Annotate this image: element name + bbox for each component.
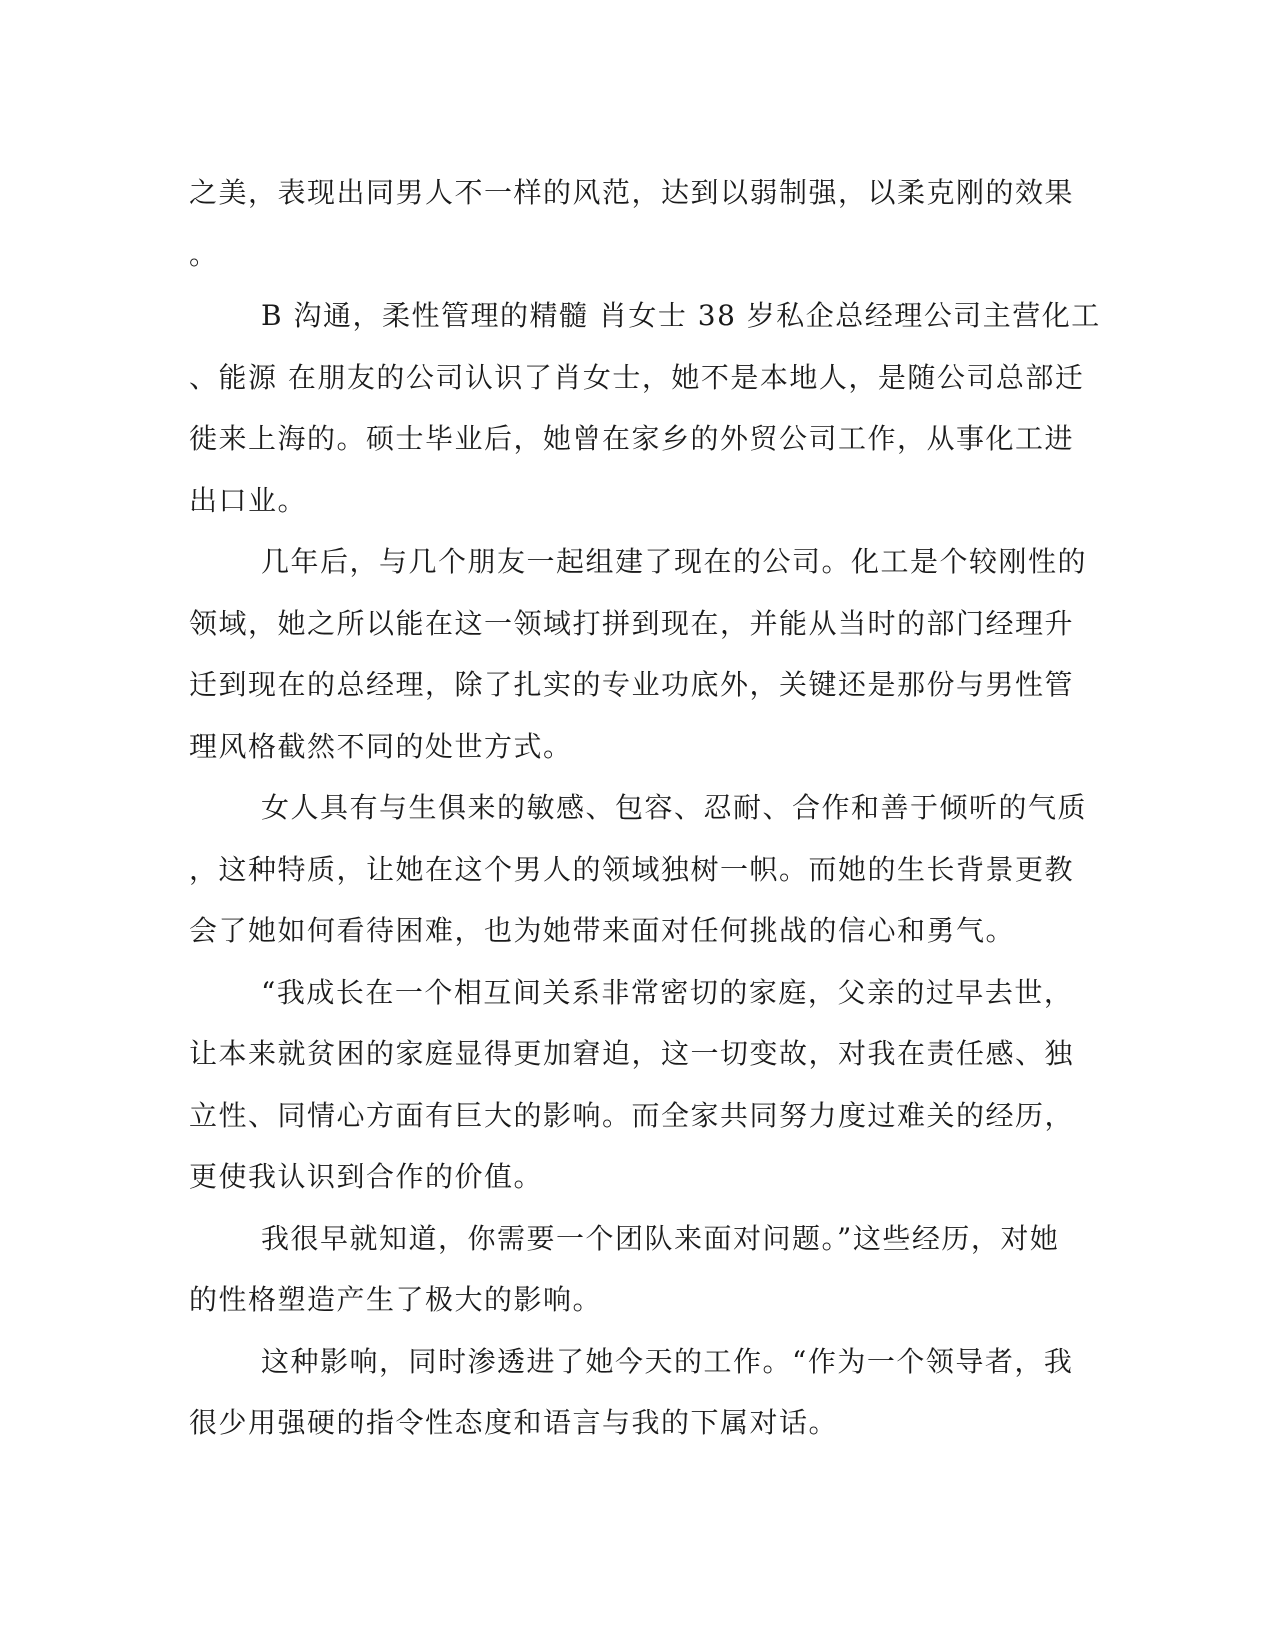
text-line: 迁到现在的总经理，除了扎实的专业功底外，关键还是那份与男性管 <box>189 668 1075 701</box>
text-line: 几年后，与几个朋友一起组建了现在的公司。化工是个较刚性的 <box>261 545 1088 578</box>
text-line: 立性、同情心方面有巨大的影响。而全家共同努力度过难关的经历， <box>189 1098 1075 1132</box>
text-line: 徙来上海的。硕士毕业后，她曾在家乡的外贸公司工作，从事化工进 <box>189 422 1075 455</box>
text-line: 更使我认识到合作的价值。 <box>189 1160 544 1193</box>
text-line: 理风格截然不同的处世方式。 <box>189 729 573 763</box>
text-line: ，这种特质，让她在这个男人的领域独树一帜。而她的生长背景更教 <box>189 852 1075 886</box>
text-line: 会了她如何看待困难，也为她带来面对任何挑战的信心和勇气。 <box>189 914 1016 947</box>
text-line: 很少用强硬的指令性态度和语言与我的下属对话。 <box>189 1406 839 1439</box>
text-line: “我成长在一个相互间关系非常密切的家庭，父亲的过早去世， <box>261 975 1074 1009</box>
text-line: 、能源 在朋友的公司认识了肖女士，她不是本地人，是随公司总部迁 <box>189 360 1085 394</box>
text-line: 的性格塑造产生了极大的影响。 <box>189 1283 603 1316</box>
text-line: 出口业。 <box>189 483 308 517</box>
text-line: 这种影响，同时渗透进了她今天的工作。“作为一个领导者，我 <box>261 1344 1074 1378</box>
text-line: B 沟通，柔性管理的精髓 肖女士 38 岁私企总经理公司主营化工 <box>261 299 1101 332</box>
document-text-body <box>189 162 1101 1454</box>
text-line: 让本来就贫困的家庭显得更加窘迫，这一切变故，对我在责任感、独 <box>189 1037 1075 1070</box>
text-line: 之美，表现出同男人不一样的风范，达到以弱制强，以柔克刚的效果 <box>189 176 1075 209</box>
text-line: 领域，她之所以能在这一领域打拼到现在，并能从当时的部门经理升 <box>189 606 1075 640</box>
text-line: 女人具有与生俱来的敏感、包容、忍耐、合作和善于倾听的气质 <box>261 791 1088 824</box>
text-line: 我很早就知道，你需要一个团队来面对问题。”这些经历，对她 <box>261 1221 1060 1255</box>
text-line: 。 <box>189 237 219 271</box>
